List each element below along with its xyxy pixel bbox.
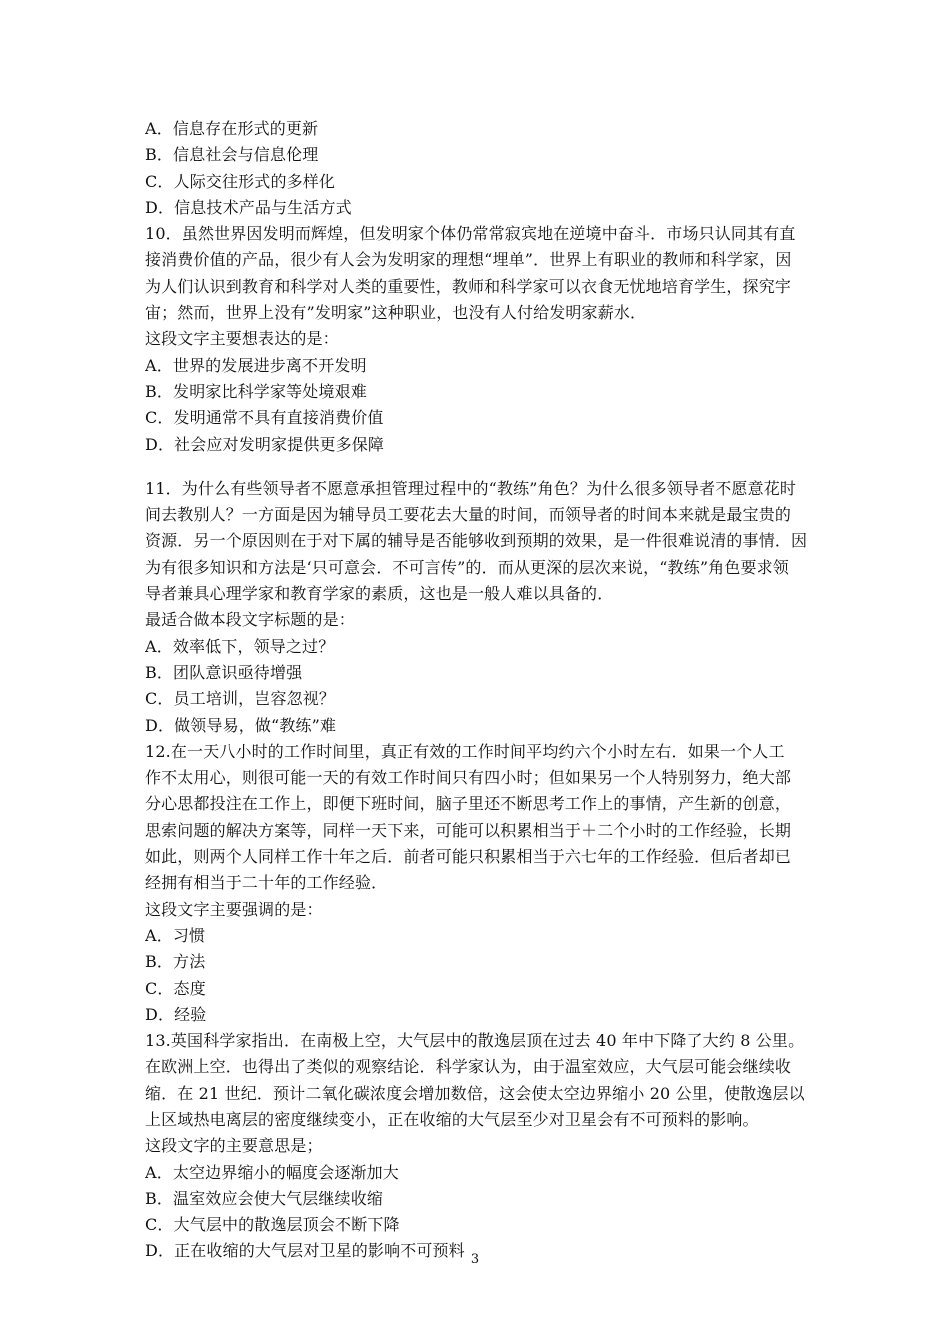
q13-passage-line: 在欧洲上空．也得出了类似的观察结论．科学家认为，由于温室效应，大气层可能会继续收 <box>145 1057 792 1077</box>
q12-passage-line: 分心思都投注在工作上，即便下班时间，脑子里还不断思考工作上的事情，产生新的创意， <box>145 794 792 814</box>
q11-option-a: A．效率低下，领导之过？ <box>145 636 335 656</box>
q12-passage-line: 如此，则两个人同样工作十年之后．前者可能只积累相当于六七年的工作经验．但后者却已 <box>145 847 792 867</box>
q13-passage-line: 缩．在 21 世纪．预计二氧化碳浓度会增加数倍，这会使太空边界缩小 20 公里，使散逸层以 <box>145 1083 805 1103</box>
q11-option-d: D．做领导易，做“教练”难 <box>145 715 337 735</box>
q13-question: 这段文字的主要意思是； <box>145 1136 323 1156</box>
q10-passage-line: 接消费价值的产品，很少有人会为发明家的理想“埋单”．世界上有职业的教师和科学家，因 <box>145 250 792 270</box>
q11-passage-line: 为有很多知识和方法是‘只可意会．不可言传”的．而从更深的层次来说，“教练”角色要求领 <box>145 557 789 577</box>
q10-question: 这段文字主要想表达的是： <box>145 329 339 349</box>
q10-passage-line: 为人们认识到教育和科学对人类的重要性，教师和科学家可以衣食无忧地培育学生，探究宇 <box>145 276 792 296</box>
q9-option-b: B．信息社会与信息伦理 <box>145 145 319 165</box>
q11-passage-line: 资源．另一个原因则在于对下属的辅导是否能够收到预期的效果，是一件很难说清的事情．因 <box>145 531 808 551</box>
q13-passage-line: 上区域热电离层的密度继续变小，正在收缩的大气层至少对卫星会有不可预料的影响。 <box>145 1109 759 1129</box>
q12-passage-line: 作不太用心，则很可能一天的有效工作时间只有四小时；但如果另一个人特别努力，绝大部 <box>145 768 792 788</box>
q12-passage-line: 经拥有相当于二十年的工作经验． <box>145 873 388 893</box>
q10-passage-line: 10．虽然世界因发明而辉煌，但发明家个体仍常常寂宾地在逆境中奋斗．市场只认同其有直 <box>145 224 796 244</box>
q9-option-a: A．信息存在形式的更新 <box>145 119 319 138</box>
q12-option-b: B．方法 <box>145 952 206 972</box>
q13-option-d: D．正在收缩的大气层对卫星的影响不可预料 <box>145 1241 465 1261</box>
q11-option-b: B．团队意识亟待增强 <box>145 662 303 682</box>
q13-option-a: A．太空边界缩小的幅度会逐渐加大 <box>145 1162 399 1182</box>
q9-option-d: D．信息技术产品与生活方式 <box>145 197 352 217</box>
q11-passage-line: 11．为什么有些领导者不愿意承担管理过程中的“教练”角色？为什么很多领导者不愿意花时 <box>145 478 797 498</box>
q13-option-c: C．大气层中的散逸层顶会不断下降 <box>145 1215 400 1235</box>
q13-option-b: B．温室效应会使大气层继续收缩 <box>145 1188 384 1208</box>
q11-option-c: C．员工培训，岂容忽视？ <box>145 689 336 709</box>
q13-passage-line: 13.英国科学家指出．在南极上空，大气层中的散逸层顶在过去 40 年中下降了大约 8 公里。 <box>145 1031 805 1051</box>
q9-option-c: C．人际交往形式的多样化 <box>145 171 336 191</box>
q12-option-c: C．态度 <box>145 978 206 998</box>
q10-option-a: A．世界的发展进步离不开发明 <box>145 355 367 375</box>
q10-option-d: D．社会应对发明家提供更多保障 <box>145 434 385 454</box>
q12-question: 这段文字主要强调的是： <box>145 899 323 919</box>
q11-passage-line: 导者兼具心理学家和教育学家的素质，这也是一般人难以具备的． <box>145 584 614 604</box>
q11-passage-line: 间去教别人？一方面是因为辅导员工要花去大量的时间，而领导者的时间本来就是最宝贵的 <box>145 505 792 525</box>
q10-passage-line: 宙；然而，世界上没有”发明家”这种职业，也没有人付给发明家薪水． <box>145 303 647 323</box>
q10-option-b: B．发明家比科学家等处境艰难 <box>145 381 367 401</box>
q12-option-d: D．经验 <box>145 1004 207 1024</box>
q12-passage-line: 思索问题的解决方案等，同样一天下来，可能可以积累相当于＋二个小时的工作经验，长期 <box>145 820 792 840</box>
page-number: 3 <box>470 1252 480 1267</box>
page-content <box>145 116 810 1265</box>
q11-question: 最适合做本段文字标题的是： <box>145 610 355 630</box>
q12-option-a: A．习惯 <box>145 925 206 945</box>
q10-option-c: C．发明通常不具有直接消费价值 <box>145 408 384 428</box>
q12-passage-line: 12.在一天八小时的工作时间里，真正有效的工作时间平均约六个小时左右．如果一个人工 <box>145 741 785 761</box>
